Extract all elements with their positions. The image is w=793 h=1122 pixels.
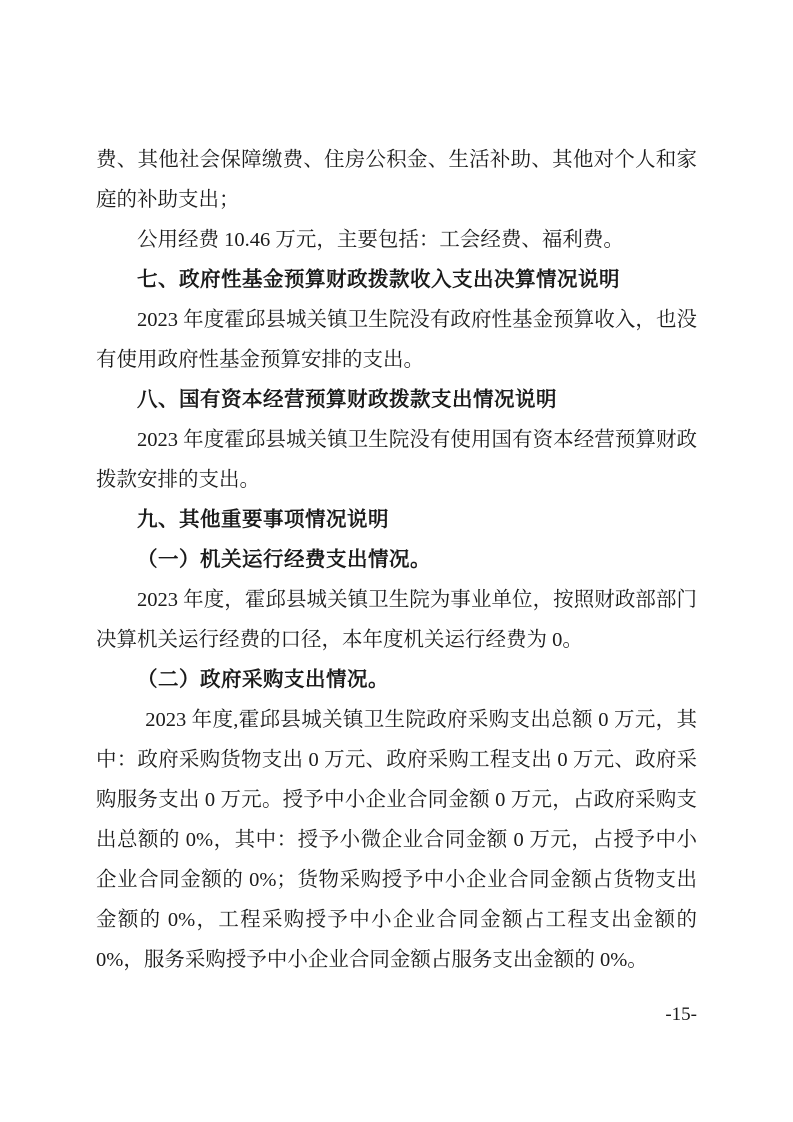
paragraph-public-funds: 公用经费 10.46 万元，主要包括：工会经费、福利费。 — [137, 229, 624, 251]
heading-nine-other-important-matters: 九、其他重要事项情况说明 — [137, 509, 389, 531]
subheading-two-government-procurement: （二）政府采购支出情况。 — [137, 669, 389, 691]
document-body — [96, 140, 697, 980]
heading-eight-state-capital-budget: 八、国有资本经营预算财政拨款支出情况说明 — [137, 389, 557, 411]
paragraph-agency-operating-expenses-content: 2023 年度，霍邱县城关镇卫生院为事业单位，按照财政部部门决算机关运行经费的口径，本年度机关运行经费为 0。 — [96, 589, 697, 651]
paragraph-continuation-social-security: 费、其他社会保障缴费、住房公积金、生活补助、其他对个人和家庭的补助支出； — [96, 149, 697, 211]
page-number: -15- — [665, 1004, 697, 1025]
subheading-one-agency-operating-expenses: （一）机关运行经费支出情况。 — [137, 549, 431, 571]
paragraph-seven-content: 2023 年度霍邱县城关镇卫生院没有政府性基金预算收入，也没有使用政府性基金预算安排的支出。 — [96, 309, 697, 371]
paragraph-eight-content: 2023 年度霍邱县城关镇卫生院没有使用国有资本经营预算财政拨款安排的支出。 — [96, 429, 697, 491]
heading-seven-government-fund-budget: 七、政府性基金预算财政拨款收入支出决算情况说明 — [137, 269, 620, 291]
paragraph-government-procurement-content: 2023 年度,霍邱县城关镇卫生院政府采购支出总额 0 万元，其中：政府采购货物支出 0 万元、政府采购工程支出 0 万元、政府采购服务支出 0 万元。授予中小企业合同金额 0 万元，占政府采购支出总额的 0%，其中：授予小微企业合同金额 0 万元，占授予中小企业合同金额的 0%；货物采购授予中小企业合同金额占货物支出金额的 0%，工程采购授予中小企业合同金额占工程支出金额的 0%，服务采购授予中小企业合同金额占服务支出金额的 0%。 — [96, 709, 697, 971]
